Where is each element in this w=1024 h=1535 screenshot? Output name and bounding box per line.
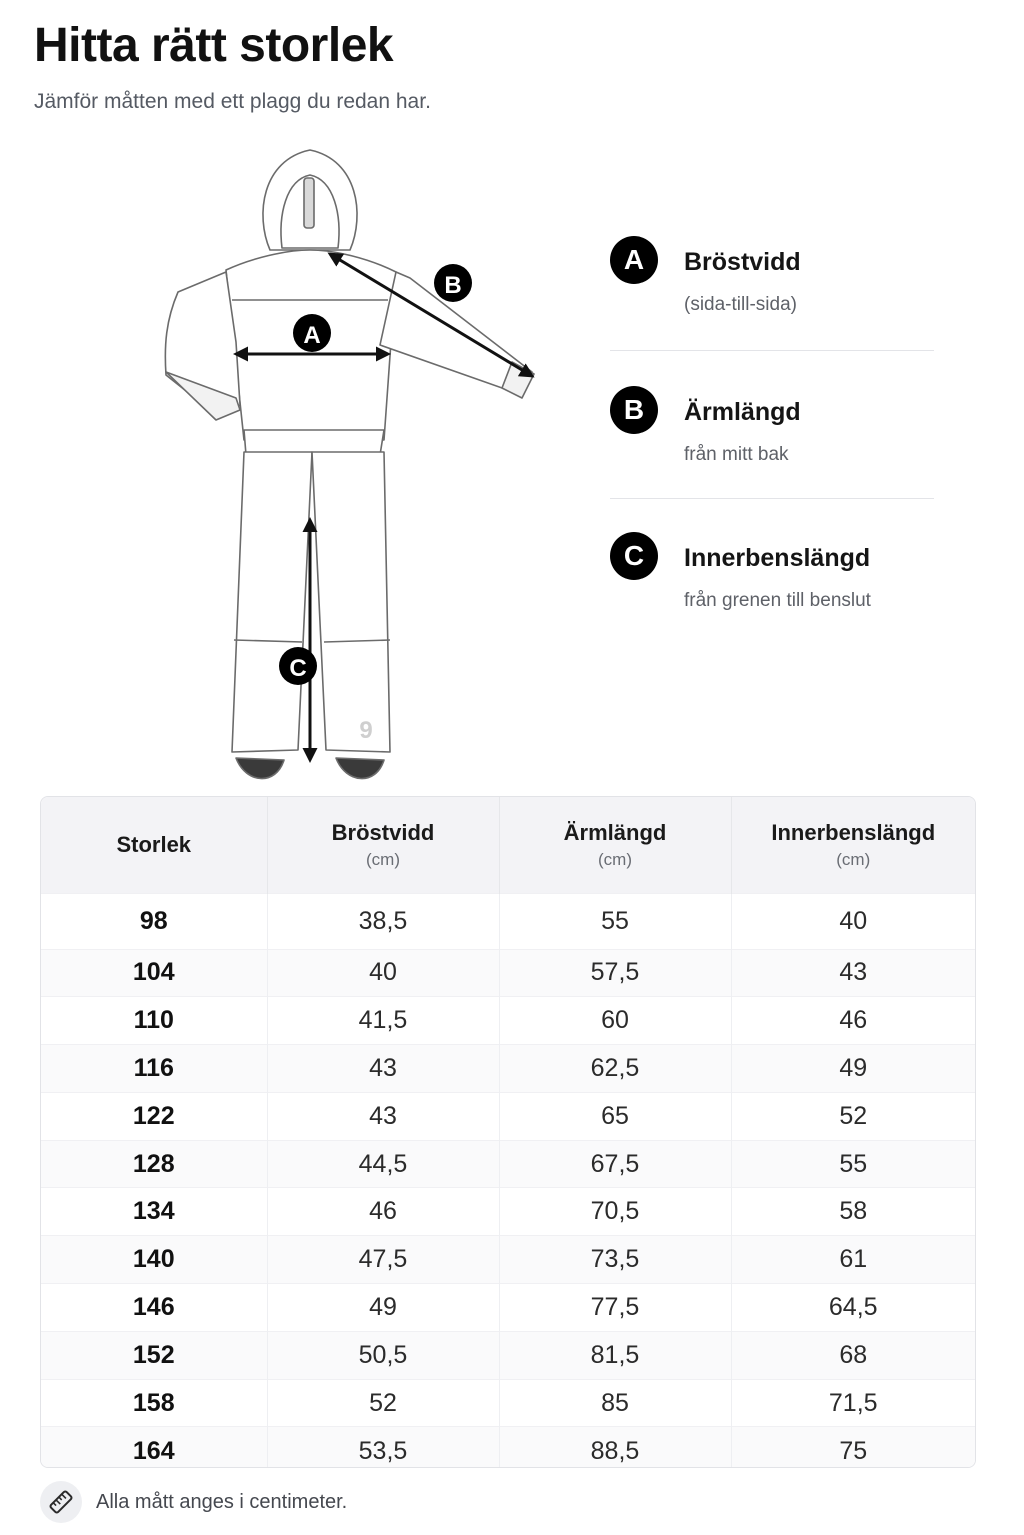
marker-c: [279, 647, 317, 685]
measurement-cell: 52: [267, 1379, 499, 1427]
legend-badge-c: C: [610, 532, 658, 580]
footer-note-text: Alla mått anges i centimeter.: [96, 1490, 348, 1513]
measurement-cell: 50,5: [267, 1331, 499, 1379]
marker-c-label: C: [289, 655, 307, 682]
measurement-cell: 88,5: [499, 1427, 731, 1468]
legend-badge-b: B: [610, 386, 658, 434]
table-row: [41, 1188, 975, 1236]
measurement-cell: 43: [267, 1092, 499, 1140]
table-row: [41, 1140, 975, 1188]
column-header-label: Bröstvidd: [331, 819, 435, 845]
measurement-cell: 47,5: [267, 1236, 499, 1284]
measurement-cell: 49: [267, 1284, 499, 1332]
measurement-cell: 41,5: [267, 997, 499, 1045]
measurement-cell: 68: [731, 1331, 975, 1379]
size-cell: 98: [41, 893, 267, 949]
measurement-cell: 57,5: [499, 949, 731, 997]
size-cell: 164: [41, 1427, 267, 1468]
size-cell: 146: [41, 1284, 267, 1332]
brand-logo-mark: 9: [359, 717, 373, 744]
column-header-inseam: [731, 797, 975, 893]
measurement-cell: 58: [731, 1188, 975, 1236]
legend-desc-inseam: från grenen till benslut: [684, 590, 871, 611]
legend-divider: [610, 350, 934, 351]
measurement-cell: 55: [499, 893, 731, 949]
measurement-cell: 64,5: [731, 1284, 975, 1332]
measurement-cell: 70,5: [499, 1188, 731, 1236]
legend-title-sleeve: Ärmlängd: [684, 398, 801, 426]
column-header-label: Innerbenslängd: [771, 819, 936, 845]
size-cell: 152: [41, 1331, 267, 1379]
measurement-cell: 43: [731, 949, 975, 997]
measurement-cell: 40: [267, 949, 499, 997]
legend-desc-sleeve: från mitt bak: [684, 444, 789, 465]
measurement-cell: 75: [731, 1427, 975, 1468]
measurement-cell: 53,5: [267, 1427, 499, 1468]
legend-title-inseam: Innerbenslängd: [684, 544, 871, 572]
footer-note: [40, 1480, 347, 1524]
measurement-cell: 71,5: [731, 1379, 975, 1427]
column-header-size: [41, 797, 267, 893]
measurement-cell: 67,5: [499, 1140, 731, 1188]
garment-diagram: [150, 140, 570, 790]
measurement-cell: 85: [499, 1379, 731, 1427]
measurement-cell: 49: [731, 1045, 975, 1093]
size-cell: 158: [41, 1379, 267, 1427]
legend-desc-chest: (sida-till-sida): [684, 294, 797, 315]
legend-badge-a: A: [610, 236, 658, 284]
size-cell: 104: [41, 949, 267, 997]
marker-a-label: A: [303, 322, 321, 349]
measurement-cell: 73,5: [499, 1236, 731, 1284]
measurement-cell: 81,5: [499, 1331, 731, 1379]
size-table-body: [41, 893, 975, 1468]
table-row: [41, 1236, 975, 1284]
size-cell: 134: [41, 1188, 267, 1236]
table-header-row: [41, 797, 975, 893]
column-header-label: Storlek: [116, 831, 192, 857]
measurement-cell: 38,5: [267, 893, 499, 949]
legend-divider: [610, 498, 934, 499]
table-row: [41, 1379, 975, 1427]
measurement-cell: 61: [731, 1236, 975, 1284]
size-cell: 122: [41, 1092, 267, 1140]
ruler-icon: [40, 1481, 82, 1523]
column-header-unit: (cm): [836, 849, 871, 869]
measurement-cell: 44,5: [267, 1140, 499, 1188]
size-table: [41, 797, 975, 1468]
size-cell: 128: [41, 1140, 267, 1188]
marker-a: [293, 314, 331, 352]
measurement-cell: 77,5: [499, 1284, 731, 1332]
size-cell: 110: [41, 997, 267, 1045]
measurement-cell: 40: [731, 893, 975, 949]
column-header-unit: (cm): [366, 849, 400, 869]
measurement-cell: 60: [499, 997, 731, 1045]
size-table-card: [40, 796, 976, 1468]
measurement-cell: 62,5: [499, 1045, 731, 1093]
measurement-cell: 46: [267, 1188, 499, 1236]
marker-b: [434, 264, 472, 302]
table-row: [41, 997, 975, 1045]
snowsuit-illustration: [150, 140, 570, 790]
page-subtitle: Jämför måtten med ett plagg du redan har.: [34, 90, 431, 113]
table-row: [41, 1045, 975, 1093]
column-header-sleeve: [499, 797, 731, 893]
column-header-chest: [267, 797, 499, 893]
size-cell: 140: [41, 1236, 267, 1284]
measurement-cell: 65: [499, 1092, 731, 1140]
column-header-label: Ärmlängd: [563, 819, 667, 845]
table-row: [41, 1427, 975, 1468]
page-title: Hitta rätt storlek: [34, 19, 394, 72]
table-row: [41, 1331, 975, 1379]
marker-b-label: B: [444, 272, 462, 299]
column-header-unit: (cm): [598, 849, 632, 869]
measurement-cell: 46: [731, 997, 975, 1045]
table-row: [41, 949, 975, 997]
size-cell: 116: [41, 1045, 267, 1093]
table-row: [41, 1092, 975, 1140]
table-row: [41, 893, 975, 949]
measurement-cell: 55: [731, 1140, 975, 1188]
table-row: [41, 1284, 975, 1332]
legend-title-chest: Bröstvidd: [684, 248, 801, 276]
measurement-cell: 43: [267, 1045, 499, 1093]
measurement-cell: 52: [731, 1092, 975, 1140]
